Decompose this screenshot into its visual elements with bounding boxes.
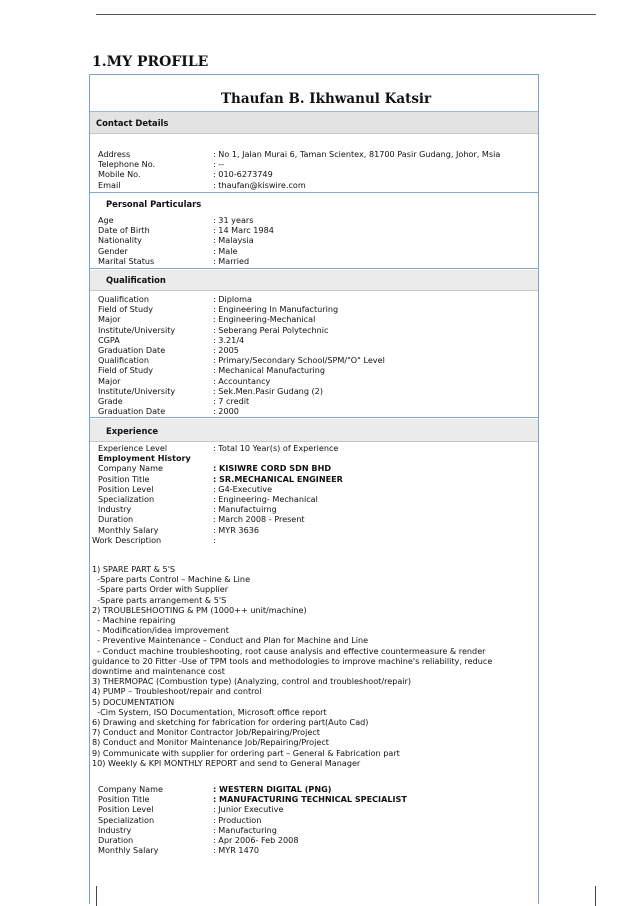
detail-label: Monthly Salary — [98, 524, 159, 535]
detail-label: Position Title — [98, 794, 150, 805]
detail-row — [90, 514, 538, 524]
description-line: -Spare parts arrangement & 5'S — [92, 594, 227, 605]
description-line: 8) Conduct and Monitor Maintenance Job/Repairing/Project — [92, 737, 329, 748]
job2-rows — [90, 784, 538, 855]
description-line: 6) Drawing and sketching for fabrication for ordering part(Auto Cad) — [92, 717, 369, 728]
detail-value: : Sek.Men.Pasir Gudang (2) — [213, 385, 323, 396]
detail-label: Institute/University — [98, 324, 176, 335]
detail-row — [90, 314, 538, 324]
detail-value: : Engineering In Manufacturing — [213, 304, 339, 315]
detail-label: Institute/University — [98, 385, 176, 396]
detail-row — [90, 804, 538, 814]
detail-row — [90, 355, 538, 365]
detail-row — [90, 376, 538, 386]
detail-label: Telephone No. — [98, 159, 156, 170]
detail-row — [90, 246, 538, 256]
contact-rows — [90, 149, 538, 190]
detail-label: Position Level — [98, 483, 154, 494]
detail-row — [90, 225, 538, 235]
detail-label: Major — [98, 314, 121, 325]
detail-row — [90, 325, 538, 335]
description-line: 3) THERMOPAC (Combustion type) (Analyzing, control and troubleshoot/repair) — [92, 676, 412, 687]
personal-section-title: Personal Particulars — [106, 199, 202, 209]
detail-value: : -- — [213, 159, 225, 170]
detail-label: Graduation Date — [98, 406, 166, 417]
detail-value: : 14 Marc 1984 — [213, 225, 274, 236]
detail-row — [90, 345, 538, 355]
detail-value: : March 2008 - Present — [213, 514, 305, 525]
description-line: guidance to 20 Fitter -Use of TPM tools and methodologies to improve machine's reliability, reduce — [92, 655, 493, 666]
section-divider — [90, 268, 538, 269]
detail-value: : Manufacturing — [213, 824, 277, 835]
detail-value: : MANUFACTURING TECHNICAL SPECIALIST — [213, 794, 407, 805]
description-line: 2) TROUBLESHOOTING & PM (1000++ unit/machine) — [92, 604, 307, 615]
detail-label: Specialization — [98, 493, 155, 504]
detail-row — [90, 815, 538, 825]
detail-label: Qualification — [98, 294, 149, 304]
detail-label: Field of Study — [98, 365, 153, 376]
detail-row — [90, 825, 538, 835]
detail-value: : Engineering-Mechanical — [213, 314, 316, 325]
detail-label: Major — [98, 375, 121, 386]
detail-label: Duration — [98, 834, 134, 845]
detail-value: : 3.21/4 — [213, 334, 245, 345]
detail-label: Industry — [98, 824, 132, 835]
detail-row — [90, 835, 538, 845]
detail-row — [90, 474, 538, 484]
detail-label: Address — [98, 149, 131, 159]
detail-row — [90, 386, 538, 396]
contact-section-title: Contact Details — [96, 118, 169, 128]
work-description-label: Work Description — [92, 534, 162, 545]
detail-label: Qualification — [98, 355, 149, 366]
detail-value: : Malaysia — [213, 235, 254, 246]
description-line: 4) PUMP – Troubleshoot/repair and control — [92, 686, 262, 697]
employment-history-row — [90, 453, 538, 463]
detail-row — [90, 484, 538, 494]
description-line: 9) Communicate with supplier for ordering part – General & Fabrication part — [92, 747, 400, 758]
detail-row — [90, 215, 538, 225]
detail-value: : Junior Executive — [213, 804, 284, 815]
detail-row — [90, 525, 538, 535]
detail-value: : 2000 — [213, 406, 239, 417]
detail-label: Field of Study — [98, 304, 153, 315]
experience-section-title: Experience — [106, 426, 159, 436]
detail-row — [90, 159, 538, 169]
detail-value: : MYR 3636 — [213, 524, 260, 535]
detail-label: Company Name — [98, 463, 163, 474]
detail-label: Grade — [98, 395, 123, 406]
detail-label: Company Name — [98, 784, 163, 794]
detail-label: Age — [98, 215, 114, 225]
detail-label: Graduation Date — [98, 344, 166, 355]
section-divider — [90, 417, 538, 418]
detail-value: : Seberang Perai Polytechnic — [213, 324, 329, 335]
profile-box — [89, 74, 539, 904]
detail-label: Email — [98, 179, 121, 190]
detail-row — [90, 784, 538, 794]
detail-value: : G4-Executive — [213, 483, 273, 494]
description-line: - Conduct machine troubleshooting, root cause analysis and effective countermeasure & render — [92, 645, 486, 656]
detail-value: : WESTERN DIGITAL (PNG) — [213, 784, 332, 794]
experience-rows — [90, 443, 538, 545]
detail-value: : Apr 2006- Feb 2008 — [213, 834, 299, 845]
detail-value: : 7 credit — [213, 395, 250, 406]
detail-value: : Engineering- Mechanical — [213, 493, 318, 504]
detail-row — [90, 494, 538, 504]
detail-value: : 31 years — [213, 215, 254, 225]
description-line: - Preventive Maintenance – Conduct and Plan for Machine and Line — [92, 635, 369, 646]
bottom-frame — [96, 886, 596, 906]
detail-value: : Diploma — [213, 294, 252, 304]
description-line: downtime and maintenance cost — [92, 666, 225, 677]
description-line: 7) Conduct and Monitor Contractor Job/Repairing/Project — [92, 727, 320, 738]
detail-label: Monthly Salary — [98, 845, 159, 856]
detail-value: : No 1, Jalan Murai 6, Taman Scientex, 81700 Pasir Gudang, Johor, Msia — [213, 149, 501, 159]
detail-value: : Accountancy — [213, 375, 271, 386]
description-line: 1) SPARE PART & 5'S — [92, 564, 176, 574]
detail-row — [90, 504, 538, 514]
detail-label: CGPA — [98, 334, 120, 345]
detail-row — [90, 149, 538, 159]
detail-row — [90, 365, 538, 375]
detail-value: : KISIWRE CORD SDN BHD — [213, 463, 332, 474]
description-line: - Machine repairing — [92, 615, 176, 626]
qualification-section-title: Qualification — [106, 275, 166, 285]
detail-label: Industry — [98, 504, 132, 515]
detail-row — [90, 256, 538, 266]
detail-value: : Male — [213, 245, 238, 256]
detail-row — [90, 294, 538, 304]
qualification-section-header — [90, 270, 538, 291]
experience-level-row — [90, 443, 538, 453]
detail-row — [90, 845, 538, 855]
detail-label: Gender — [98, 245, 128, 256]
detail-label: Mobile No. — [98, 169, 141, 180]
detail-label: Specialization — [98, 814, 155, 825]
description-line: -Spare parts Control – Machine & Line — [92, 574, 251, 585]
detail-value: : SR.MECHANICAL ENGINEER — [213, 473, 343, 484]
detail-row — [90, 180, 538, 190]
profile-name: Thaufan B. Ikhwanul Katsir — [221, 91, 432, 107]
detail-label: Nationality — [98, 235, 142, 246]
top-rule — [96, 14, 596, 15]
detail-value: : Mechanical Manufacturing — [213, 365, 326, 376]
detail-value: : Manufactuirng — [213, 504, 277, 515]
detail-value: : MYR 1470 — [213, 845, 260, 856]
work-description-list — [92, 564, 532, 768]
description-line: -Cim System, ISO Documentation, Microsoft office report — [92, 706, 327, 717]
detail-label: Position Title — [98, 473, 150, 484]
detail-value: : thaufan@kiswire.com — [213, 179, 306, 190]
description-line: - Modification/idea improvement — [92, 625, 229, 636]
section-divider — [90, 192, 538, 193]
detail-row — [90, 463, 538, 473]
detail-row — [90, 304, 538, 314]
detail-value: : 2005 — [213, 344, 239, 355]
personal-rows — [90, 215, 538, 266]
detail-value: : Production — [213, 814, 262, 825]
description-line: 10) Weekly & KPI MONTHLY REPORT and send to General Manager — [92, 757, 361, 768]
detail-row — [90, 396, 538, 406]
page-heading: 1.MY PROFILE — [92, 54, 209, 70]
contact-section-header — [90, 111, 538, 134]
detail-label: Marital Status — [98, 255, 155, 266]
experience-level-value: : Total 10 Year(s) of Experience — [213, 443, 339, 453]
detail-row — [90, 406, 538, 416]
detail-row — [90, 794, 538, 804]
experience-section-header — [90, 419, 538, 442]
work-description-value: : — [213, 534, 216, 545]
detail-label: Date of Birth — [98, 225, 150, 236]
detail-value: : Married — [213, 255, 250, 266]
detail-value: : Primary/Secondary School/SPM/"O" Level — [213, 355, 385, 366]
job1-rows — [90, 463, 538, 534]
detail-row — [90, 335, 538, 345]
detail-row — [90, 169, 538, 179]
experience-level-label: Experience Level — [98, 443, 168, 453]
detail-label: Position Level — [98, 804, 154, 815]
description-line: -Spare parts Order with Supplier — [92, 584, 229, 595]
qualification-rows — [90, 294, 538, 416]
detail-value: : 010-6273749 — [213, 169, 273, 180]
detail-label: Duration — [98, 514, 134, 525]
description-line: 5) DOCUMENTATION — [92, 696, 175, 707]
employment-history-label: Employment History — [98, 453, 191, 464]
detail-row — [90, 235, 538, 245]
work-description-row — [90, 535, 538, 545]
